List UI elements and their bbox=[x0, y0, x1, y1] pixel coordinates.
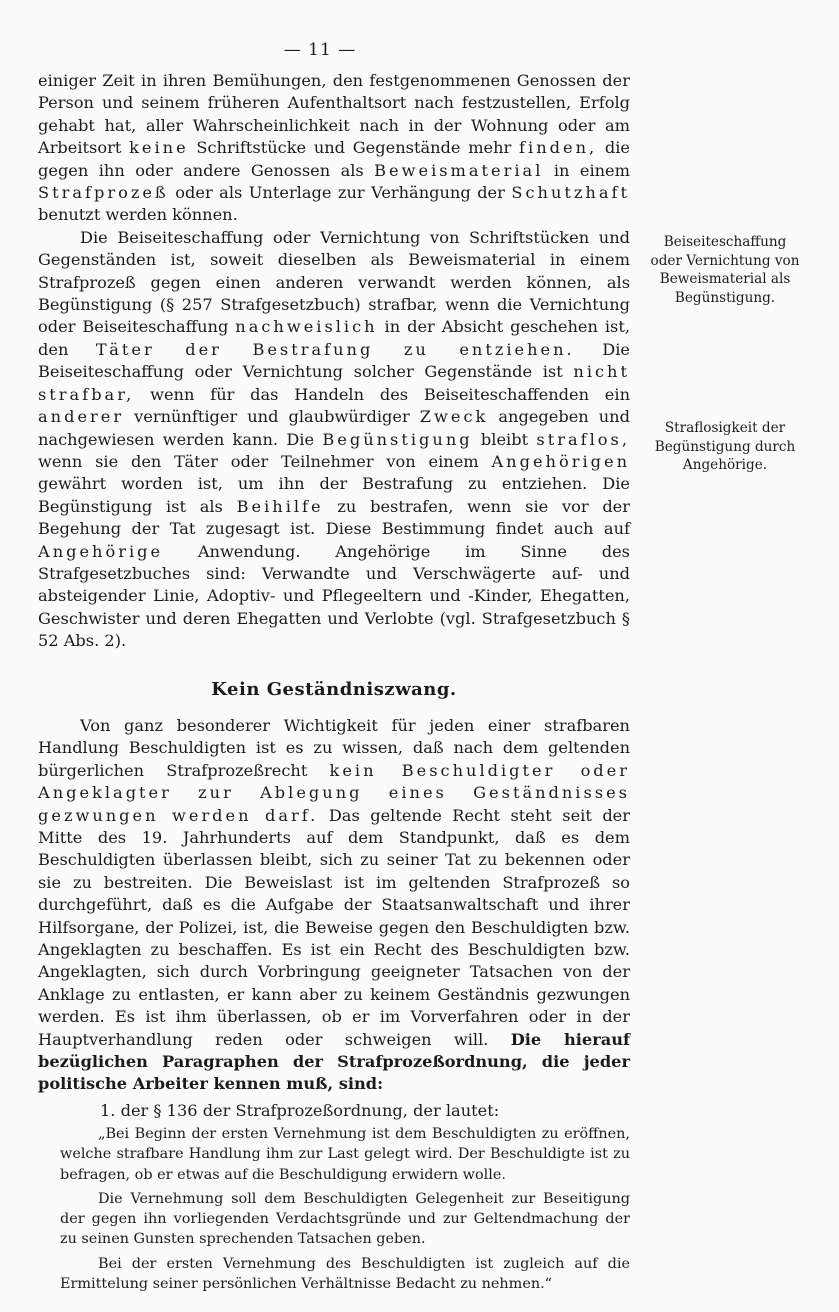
quote-paragraph-3: Bei der ersten Vernehmung des Beschuldigten ist zugleich auf die Ermittelung seiner persönlichen Verhältnisse Bedacht zu nehmen.“ bbox=[60, 1255, 630, 1292]
page-number: — 11 — bbox=[283, 40, 357, 60]
spaced-text: Begünstigung bbox=[322, 429, 473, 449]
spaced-text: kein Beschuldigter oder Angeklagter zur Ablegung eines Geständnisses gezwungen werden darf. bbox=[38, 760, 630, 825]
spaced-text: Täter der Bestrafung zu entziehen. bbox=[95, 339, 575, 359]
spaced-text: Beihilfe bbox=[236, 496, 324, 516]
quote-paragraph-2: Die Vernehmung soll dem Beschuldigten Gelegenheit zur Beseitigung der gegen ihn vorliegenden Verdachtsgründe und zur Geltendmachung der zu seinen Gunsten sprechenden Tatsachen geben. bbox=[60, 1190, 630, 1248]
paragraph-1: einiger Zeit in ihren Bemühungen, den festgenommenen Genossen der Person und seinem früheren Aufenthaltsort nach festzustellen, Erfolg gehabt hat, aller Wahrscheinlichkeit nach in der Wohnung oder am Arbeitsort keine Schriftstücke und Gegenstände mehr finden, die gegen ihn oder andere Genossen als Beweismaterial in einem Strafprozeß oder als Unterlage zur Verhängung der Schutzhaft benutzt werden können. bbox=[38, 71, 631, 225]
spaced-text: straflos, bbox=[536, 429, 630, 449]
main-text bbox=[38, 70, 630, 1298]
spaced-text: nicht strafbar, bbox=[38, 362, 630, 404]
spaced-text: Angehörige bbox=[38, 541, 164, 561]
spaced-text: Schutzhaft bbox=[511, 183, 631, 203]
spaced-text: Beweismaterial bbox=[374, 160, 544, 180]
margin-note-beiseiteschaffung: Beiseiteschaffung oder Vernichtung von Beweismaterial als Begünstigung. bbox=[650, 234, 800, 306]
spaced-text: keine bbox=[129, 138, 189, 158]
spaced-text: Zweck bbox=[419, 407, 489, 427]
paragraph-3: Von ganz besonderer Wichtigkeit für jeden einer strafbaren Handlung Beschuldigten ist es zu wissen, daß nach dem geltenden bürgerlichen Strafprozeßrecht kein Beschuldigter oder Angeklagter zur Ablegung eines Geständnisses gezwungen werden darf. Das geltende Recht steht seit der Mitte des 19. Jahrhunderts auf dem Standpunkt, daß es dem Beschuldigten überlassen bleibt, sich zu seiner Tat zu bekennen oder sie zu bestreiten. Die Beweislast ist im geltenden Strafprozeß so durchgeführt, daß es die Aufgabe der Staatsanwaltschaft und ihrer Hilfsorgane, der Polizei, ist, die Beweise gegen den Beschuldigten bzw. Angeklagten zu beschaffen. Es ist ein Recht des Beschuldigten bzw. Angeklagten, sich durch Vorbringung geeigneter Tatsachen von der Anklage zu entlasten, er kann aber zu keinem Geständnis gezwungen werden. Es ist ihm überlassen, ob er im Vorverfahren oder in der Hauptverhandlung reden oder schweigen will. Die hierauf bezüglichen Paragraphen der Strafprozeßordnung, die jeder politische Arbeiter kennen muß, sind: bbox=[38, 715, 630, 1094]
spaced-text: Angehörigen bbox=[491, 451, 630, 471]
quote-paragraph-1: „Bei Beginn der ersten Vernehmung ist dem Beschuldigten zu eröffnen, welche strafbare Handlung ihm zur Last gelegt wird. Der Beschuldigte ist zu befragen, ob er etwas auf die Beschuldigung erwidern wolle. bbox=[60, 1126, 630, 1183]
spaced-text: anderer bbox=[38, 407, 125, 427]
list-item: 1. der § 136 der Strafprozeßordnung, der lautet: bbox=[100, 1100, 500, 1120]
spaced-text: nachweislich bbox=[235, 317, 378, 337]
bold-text: Die hierauf bezüglichen Paragraphen der Strafprozeßordnung, die jeder politische Arbeiter kennen muß, sind: bbox=[38, 1029, 630, 1094]
spaced-text: finden, bbox=[519, 138, 598, 158]
margin-note-straflosigkeit: Straflosigkeit der Begünstigung durch Angehörige. bbox=[654, 420, 796, 474]
spaced-text: Strafprozeß bbox=[38, 183, 169, 203]
section-heading: Kein Geständniszwang. bbox=[211, 678, 457, 700]
paragraph-2: Die Beiseiteschaffung oder Vernichtung von Schriftstücken und Gegenständen ist, soweit dieselben als Beweismaterial in einem Strafprozeß gegen einen anderen verwandt werden können, als Begünstigung (§ 257 Strafgesetzbuch) strafbar, wenn die Vernichtung oder Beiseiteschaffung nachweislich in der Absicht geschehen ist, den Täter der Bestrafung zu entziehen. Die Beiseiteschaffung oder Vernichtung solcher Gegenstände ist nicht strafbar, wenn für das Handeln des Beiseiteschaffenden ein anderer vernünftiger und glaubwürdiger Zweck angegeben und nachgewiesen werden kann. Die Begünstigung bleibt straflos, wenn sie den Täter oder Teilnehmer von einem Angehörigen gewährt worden ist, um ihn der Bestrafung zu entziehen. Die Begünstigung ist als Beihilfe zu bestrafen, wenn sie vor der Begehung der Tat zugesagt ist. Diese Bestimmung findet auch auf Angehörige Anwendung. Angehörige im Sinne des Strafgesetzbuches sind: Verwandte und Verschwägerte auf- und absteigender Linie, Adoptiv- und Pflegeeltern und -Kinder, Ehegatten, Geschwister und deren Ehegatten und Verlobte (vgl. Strafgesetzbuch § 52 Abs. 2). bbox=[38, 227, 630, 651]
quotation bbox=[60, 1124, 630, 1294]
